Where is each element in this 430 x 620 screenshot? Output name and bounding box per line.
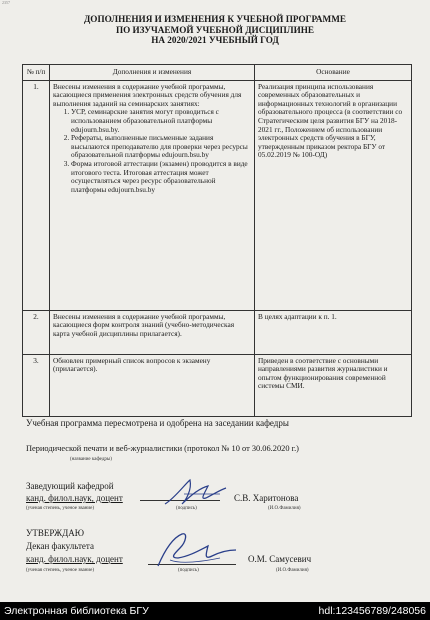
approval-line-2: Периодической печати и веб-журналистики (протокол № 10 от 30.06.2020 г.): [26, 444, 299, 453]
row-changes: [50, 80, 255, 310]
list-item: 3. Форма итоговой аттестации (экзамен) проводится в виде итогового теста. Итоговая аттестация может осуществляться через ресурс образовательной платформы edujourn.bsu.by: [71, 160, 251, 194]
approve-degree-caption: (ученая степень, ученое звание): [26, 568, 94, 573]
row-num: 1.: [23, 80, 50, 310]
head-degree-caption: (ученая степень, ученое звание): [26, 506, 94, 511]
table-row: [23, 80, 412, 310]
table-header-row: [23, 65, 412, 81]
head-signature-icon: [160, 476, 230, 510]
row-num: 2.: [23, 310, 50, 354]
row-changes: Внесены изменения в содержание учебной программы, касающиеся форм контроля знаний (учебно-методическая карта учебной дисциплины прилагается).: [50, 310, 255, 354]
row-num: 3.: [23, 354, 50, 416]
header-num: № п/п: [23, 65, 50, 81]
table-row: [23, 310, 412, 354]
approve-word: УТВЕРЖДАЮ: [26, 528, 85, 538]
title-line-2: ПО ИЗУЧАЕМОЙ УЧЕБНОЙ ДИСЦИПЛИНЕ: [115, 24, 315, 35]
row-changes: Обновлен примерный список вопросов к экзамену (прилагается).: [50, 354, 255, 416]
head-role: Заведующий кафедрой: [26, 481, 114, 491]
header-changes: Дополнения и изменения: [50, 65, 255, 81]
corner-note: 2357: [2, 0, 10, 5]
list-item: 2. Рефераты, выполненные письменные задания высылаются преподавателю для проверки через ресурсы образовательной платформы edujourn.bsu.by: [71, 134, 251, 160]
page-title: [0, 14, 430, 46]
approve-name-caption: (И.О.Фамилия): [276, 568, 309, 573]
library-name: Электронная библиотека БГУ: [4, 605, 149, 617]
header-basis: Основание: [255, 65, 412, 81]
table-row: [23, 354, 412, 416]
changes-table: [22, 64, 412, 417]
approve-degree: канд. филол.наук, доцент: [26, 554, 123, 564]
dept-caption: (название кафедры): [70, 457, 112, 462]
row-basis: Приведен в соответствие с основными направлениями развития журналистики и опытом функционирования современной системы СМИ.: [255, 354, 412, 416]
handle-link[interactable]: hdl:123456789/248056: [318, 605, 426, 617]
title-line-1: ДОПОЛНЕНИЯ И ИЗМЕНЕНИЯ К УЧЕБНОЙ ПРОГРАММЕ: [83, 14, 346, 24]
head-sign-caption: (подпись): [176, 506, 197, 511]
head-name: С.В. Харитонова: [234, 493, 299, 503]
head-degree: канд. филол.наук, доцент: [26, 493, 123, 503]
library-footer: [0, 602, 430, 620]
approve-name: О.М. Самусевич: [248, 554, 312, 564]
row-intro: Внесены изменения в содержание учебной программы, касающиеся применения электронных средств обучения для выполнения заданий на семинарских занятиях:: [53, 81, 242, 108]
head-name-caption: (И.О.Фамилия): [268, 506, 301, 511]
approve-role: Декан факультета: [26, 541, 94, 551]
approve-sign-caption: (подпись): [178, 568, 199, 573]
title-line-3: НА 2020/2021 УЧЕБНЫЙ ГОД: [151, 35, 279, 45]
approve-signature-icon: [150, 528, 240, 572]
approval-line-1: Учебная программа пересмотрена и одобрена на заседании кафедры: [26, 418, 289, 428]
change-list: [53, 108, 251, 194]
row-basis: Реализация принципа использования современных образовательных и информационных технологий в организации образовательного процесса (в соответствии со Стратегическим целя развития БГУ на 2018-2021 гг., Положением об использовании электронных средств обучения в БГУ, утвержденным приказом ректора БГУ от 05.02.2019 № 100-ОД): [255, 80, 412, 310]
list-item: 1. УСР, семинарские занятия могут проводиться с использованием образовательной платформы edujourn.bsu.by.: [71, 108, 251, 134]
row-basis: В целях адаптации к п. 1.: [255, 310, 412, 354]
